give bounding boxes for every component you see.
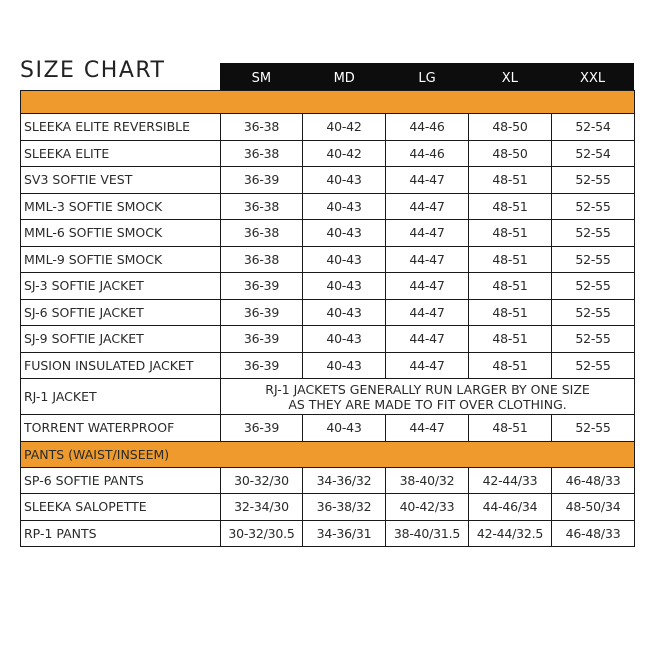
table-row: [21, 140, 635, 167]
size-value: 36-39: [221, 326, 303, 353]
table-row: [21, 246, 635, 273]
size-value: 38-40/32: [386, 467, 469, 494]
size-value: 52-55: [552, 273, 635, 300]
size-value: 46-48/33: [552, 467, 635, 494]
size-value: 40-42: [303, 114, 386, 141]
size-value: 46-48/33: [552, 520, 635, 547]
size-value: 40-43: [303, 193, 386, 220]
size-value: 42-44/33: [469, 467, 552, 494]
size-value: 40-42/33: [386, 494, 469, 521]
size-value: 44-46: [386, 114, 469, 141]
size-value: 48-51: [469, 193, 552, 220]
product-name: MML-3 SOFTIE SMOCK: [21, 193, 221, 220]
size-value: 52-54: [552, 140, 635, 167]
table-row: [21, 114, 635, 141]
size-value: 30-32/30.5: [221, 520, 303, 547]
column-header-xl: XL: [501, 71, 518, 86]
table-row: [21, 467, 635, 494]
size-value: 52-54: [552, 114, 635, 141]
table-row: [21, 415, 635, 442]
size-value: 44-47: [386, 299, 469, 326]
size-value: 36-38: [221, 193, 303, 220]
table-row: [21, 352, 635, 379]
size-value: 48-51: [469, 220, 552, 247]
size-value: 48-51: [469, 415, 552, 442]
product-name: SLEEKA ELITE REVERSIBLE: [21, 114, 221, 141]
product-name: RP-1 PANTS: [21, 520, 221, 547]
size-value: 36-38: [221, 246, 303, 273]
size-value: 36-39: [221, 352, 303, 379]
size-value: 52-55: [552, 167, 635, 194]
product-name: TORRENT WATERPROOF: [21, 415, 221, 442]
size-value: 36-38: [221, 220, 303, 247]
size-value: 32-34/30: [221, 494, 303, 521]
size-value: 38-40/31.5: [386, 520, 469, 547]
product-name: MML-9 SOFTIE SMOCK: [21, 246, 221, 273]
table-row: [21, 273, 635, 300]
product-name: RJ-1 JACKET: [21, 379, 221, 415]
size-value: 36-38: [221, 140, 303, 167]
product-name: SJ-3 SOFTIE JACKET: [21, 273, 221, 300]
column-header-xxl: XXL: [580, 71, 606, 86]
size-value: 36-38: [221, 114, 303, 141]
note-line-2: AS THEY ARE MADE TO FIT OVER CLOTHING.: [288, 396, 567, 412]
product-name: SLEEKA ELITE: [21, 140, 221, 167]
size-value: 44-47: [386, 193, 469, 220]
size-value: 40-43: [303, 220, 386, 247]
product-name: FUSION INSULATED JACKET: [21, 352, 221, 379]
product-name: MML-6 SOFTIE SMOCK: [21, 220, 221, 247]
table-row: [21, 167, 635, 194]
size-value: 40-43: [303, 326, 386, 353]
size-value: 48-51: [469, 299, 552, 326]
size-value: 36-39: [221, 273, 303, 300]
rj1-fit-note: [221, 379, 635, 415]
size-value: 44-46: [386, 140, 469, 167]
size-value: 48-51: [469, 167, 552, 194]
size-value: 36-39: [221, 299, 303, 326]
size-value: 44-47: [386, 246, 469, 273]
size-value: 44-47: [386, 220, 469, 247]
page-title: SIZE CHART: [20, 58, 166, 83]
size-value: 44-47: [386, 273, 469, 300]
product-name: SP-6 SOFTIE PANTS: [21, 467, 221, 494]
size-value: 48-51: [469, 273, 552, 300]
product-name: SJ-9 SOFTIE JACKET: [21, 326, 221, 353]
size-value: 40-43: [303, 299, 386, 326]
tops-section-bar: [21, 91, 635, 114]
size-value: 36-38/32: [303, 494, 386, 521]
size-value: 36-39: [221, 415, 303, 442]
size-value: 52-55: [552, 415, 635, 442]
pants-section-title: PANTS (WAIST/INSEEM): [21, 441, 635, 467]
note-line-1: RJ-1 JACKETS GENERALLY RUN LARGER BY ONE SIZE: [265, 381, 590, 397]
product-name: SLEEKA SALOPETTE: [21, 494, 221, 521]
table-row: [21, 494, 635, 521]
size-value: 40-43: [303, 352, 386, 379]
pants-section-bar: [21, 441, 635, 467]
size-value: 42-44/32.5: [469, 520, 552, 547]
size-value: 44-47: [386, 415, 469, 442]
size-header-row: [220, 63, 634, 90]
table-row: [21, 299, 635, 326]
table-row: [21, 520, 635, 547]
size-value: 48-50/34: [552, 494, 635, 521]
table-row-rj1: [21, 379, 635, 415]
size-value: 52-55: [552, 220, 635, 247]
size-value: 48-51: [469, 326, 552, 353]
size-value: 48-50: [469, 114, 552, 141]
size-value: 48-51: [469, 352, 552, 379]
size-value: 44-47: [386, 167, 469, 194]
column-header-lg: LG: [418, 71, 436, 86]
size-value: 52-55: [552, 193, 635, 220]
size-value: 44-46/34: [469, 494, 552, 521]
size-chart-table: [20, 90, 635, 547]
size-value: 48-50: [469, 140, 552, 167]
size-value: 44-47: [386, 352, 469, 379]
size-value: 40-43: [303, 167, 386, 194]
size-value: 52-55: [552, 299, 635, 326]
size-value: 48-51: [469, 246, 552, 273]
size-value: 52-55: [552, 246, 635, 273]
product-name: SV3 SOFTIE VEST: [21, 167, 221, 194]
size-value: 36-39: [221, 167, 303, 194]
size-value: 40-42: [303, 140, 386, 167]
table-row: [21, 193, 635, 220]
table-row: [21, 220, 635, 247]
size-value: 30-32/30: [221, 467, 303, 494]
column-header-md: MD: [333, 71, 355, 86]
size-value: 52-55: [552, 352, 635, 379]
size-value: 44-47: [386, 326, 469, 353]
size-value: 40-43: [303, 246, 386, 273]
size-value: 34-36/32: [303, 467, 386, 494]
size-value: 34-36/31: [303, 520, 386, 547]
size-value: 52-55: [552, 326, 635, 353]
column-header-sm: SM: [251, 71, 272, 86]
size-value: 40-43: [303, 273, 386, 300]
table-row: [21, 326, 635, 353]
product-name: SJ-6 SOFTIE JACKET: [21, 299, 221, 326]
size-value: 40-43: [303, 415, 386, 442]
